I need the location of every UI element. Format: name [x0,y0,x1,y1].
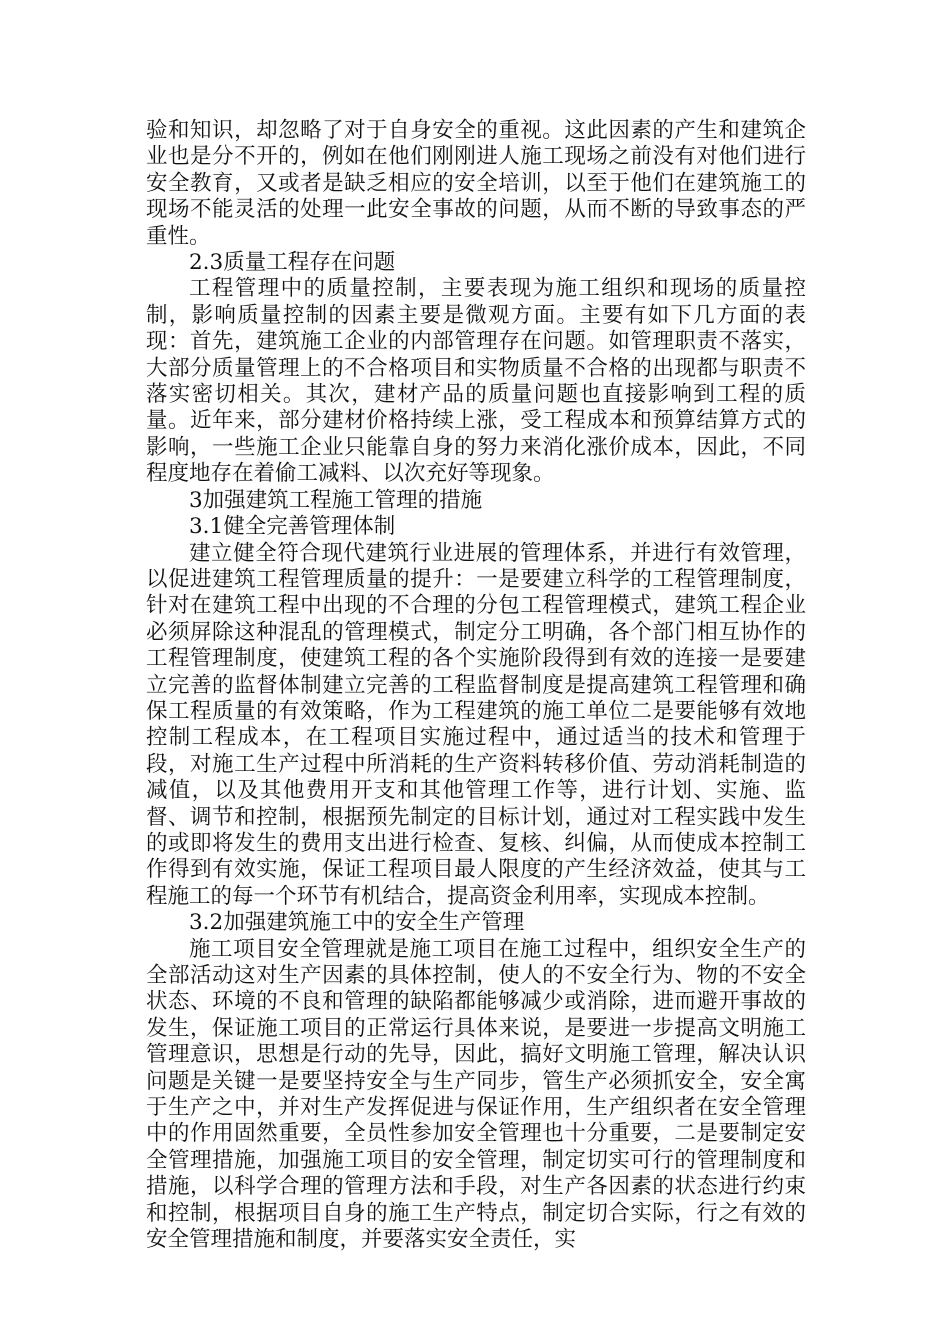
section-heading-2-3: 2.3质量工程存在问题 [189,250,396,276]
paragraph-continuation: 验和知识，却忽略了对于自身安全的重视。这此因素的产生和建筑企业也是分不开的，例如在他们刚刚进人施工现场之前没有对他们进行安全教育，又或者是缺乏相应的安全培训，以至于他们在建筑施工的现场不能灵活的处理一此安全事故的问题，从而不断的导致事态的严重性。 [146,118,806,249]
section-heading-3-1: 3.1健全完善管理体制 [189,514,396,540]
paragraph-quality-issues: 工程管理中的质量控制，主要表现为施工组织和现场的质量控制，影响质量控制的因素主要是微观方面。主要有如下几方面的表现：首先，建筑施工企业的内部管理存在问题。如管理职责不落实，大部分质量管理上的不合格项目和实物质量不合格的出现都与职责不落实密切相关。其次，建材产品的质量问题也直接影响到工程的质量。近年来，部分建材价格持续上涨，受工程成本和预算结算方式的影响，一些施工企业只能靠自身的努力来消化涨价成本，因此，不同程度地存在着偷工减料、以次充好等现象。 [146,276,806,487]
paragraph-management-system: 建立健全符合现代建筑行业进展的管理体系，并进行有效管理，以促进建筑工程管理质量的提升：一是要建立科学的工程管理制度，针对在建筑工程中出现的不合理的分包工程管理模式，建筑工程企业必须屏除这种混乱的管理模式，制定分工明确，各个部门相互协作的工程管理制度，使建筑工程的各个实施阶段得到有效的连接一是要建立完善的监督体制建立完善的工程监督制度是提高建筑工程管理和确保工程质量的有效策略，作为工程建筑的施工单位二是要能够有效地控制工程成本，在工程项目实施过程中，通过适当的技术和管理于段，对施工生产过程中所消耗的生产资料转移价值、劳动消耗制造的减值，以及其他费用开支和其他管理工作等，进行计划、实施、监督、调节和控制，根据预先制定的目标计划，通过对工程实践中发生的或即将发生的费用支出进行检查、复核、纠偏，从而使成本控制工作得到有效实施，保证工程项目最人限度的产生经济效益，使其与工程施工的每一个环节有机结合，提高资金利用率，实现成本控制。 [146,540,806,909]
document-page [146,118,806,1253]
paragraph-safety-management: 施工项目安全管理就是施工项目在施工过程中，组织安全生产的全部活动这对生产因素的具体控制，使人的不安全行为、物的不安全状态、环境的不良和管理的缺陷都能够减少或消除，进而避开事故的发生，保证施工项目的正常运行具体来说，是要进一步提高文明施工管理意识，思想是行动的先导，因此，搞好文明施工管理，解决认识问题是关键一是要坚持安全与生产同步，管生产必须抓安全，安全寓于生产之中，并对生产发挥促进与保证作用，生产组织者在安全管理中的作用固然重要，全员性参加安全管理也十分重要，二是要制定安全管理措施，加强施工项目的安全管理，制定切实可行的管理制度和措施，以科学合理的管理方法和手段，对生产各因素的状态进行约束和控制，根据项目自身的施工生产特点，制定切合实际，行之有效的安全管理措施和制度，并要落实安全责任，实 [146,936,806,1253]
section-heading-3-2: 3.2加强建筑施工中的安全生产管理 [189,910,525,936]
section-heading-3: 3加强建筑工程施工管理的措施 [189,487,483,513]
